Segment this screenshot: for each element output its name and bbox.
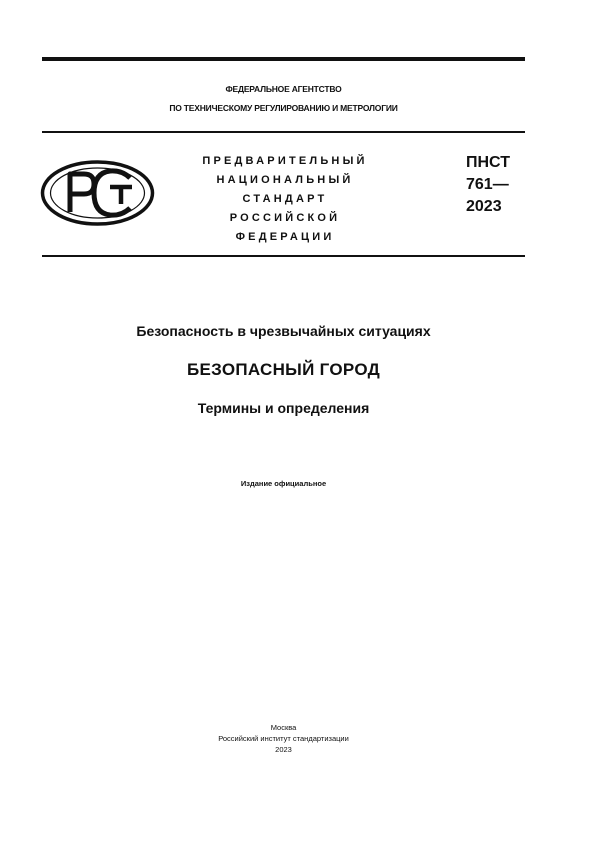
standard-type-line-3: СТАНДАРТ <box>242 193 328 205</box>
agency-line-1: ФЕДЕРАЛЬНОЕ АГЕНТСТВО <box>225 84 342 94</box>
imprint-publisher: Российский институт стандартизации <box>218 734 349 743</box>
standard-designation <box>466 152 510 218</box>
document-subtitle: Термины и определения <box>197 400 370 416</box>
designation-code: ПНСТ <box>466 154 510 171</box>
designation-number: 761— <box>466 176 509 193</box>
edition-note: Издание официальное <box>240 479 327 488</box>
gost-r-mark-icon <box>40 160 155 226</box>
standard-type-line-5: ФЕДЕРАЦИИ <box>235 231 335 243</box>
imprint <box>42 722 525 755</box>
domain-title: Безопасность в чрезвычайных ситуациях <box>136 323 431 339</box>
standard-type-line-4: РОССИЙСКОЙ <box>229 212 341 224</box>
middle-rule <box>42 131 525 133</box>
imprint-year: 2023 <box>275 745 292 754</box>
designation-year: 2023 <box>466 198 502 215</box>
agency-header <box>42 80 525 118</box>
standard-type-line-1: ПРЕДВАРИТЕЛЬНЫЙ <box>202 155 368 167</box>
standard-type-line-2: НАЦИОНАЛЬНЫЙ <box>216 174 354 186</box>
top-rule <box>42 57 525 61</box>
bottom-rule <box>42 255 525 257</box>
standard-type <box>195 152 375 247</box>
agency-line-2: ПО ТЕХНИЧЕСКОМУ РЕГУЛИРОВАНИЮ И МЕТРОЛОГИИ <box>169 103 398 113</box>
imprint-city: Москва <box>270 723 297 732</box>
main-title: БЕЗОПАСНЫЙ ГОРОД <box>186 360 381 379</box>
